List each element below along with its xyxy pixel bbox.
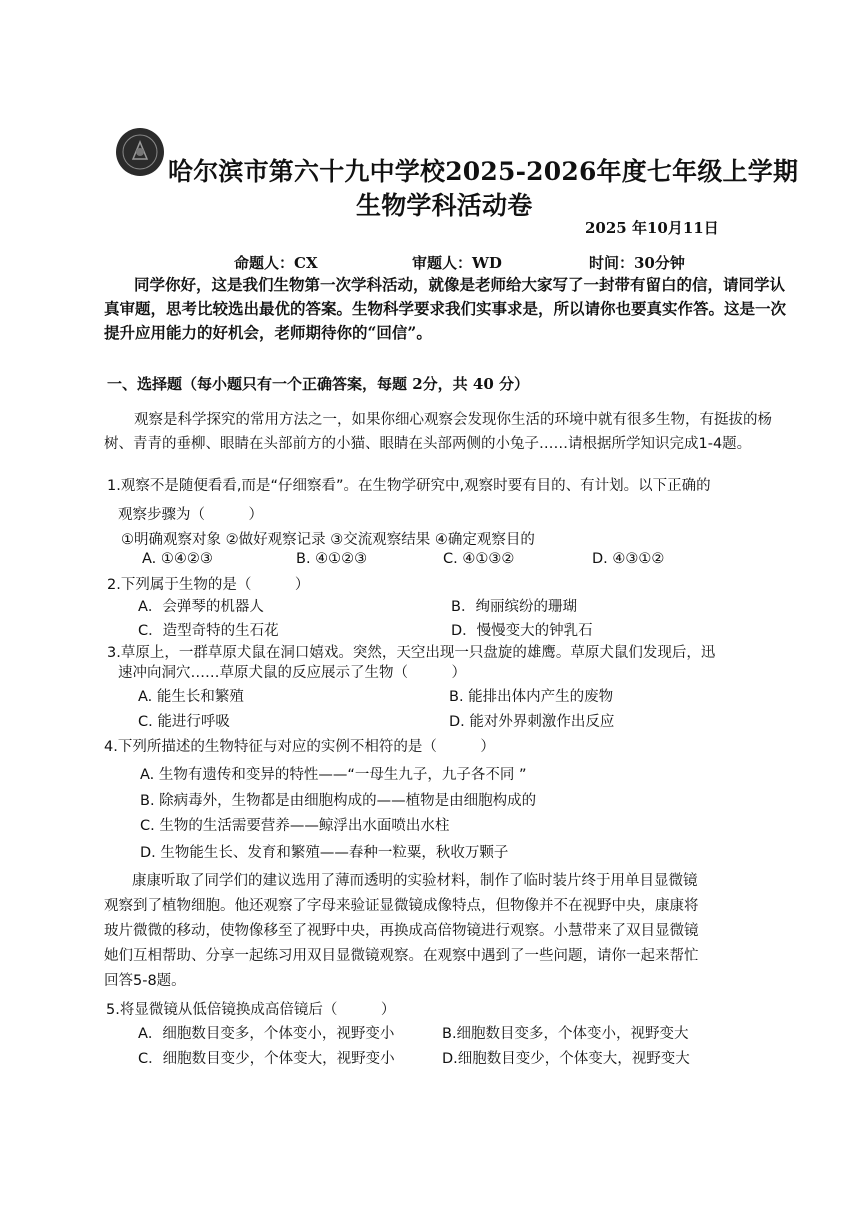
passage-observation: 观察是科学探究的常用方法之一，如果你细心观察会发现你生活的环境中就有很多生物，有挺拔的杨树、青青的垂柳、眼睛在头部前方的小猫、眼睛在头部两侧的小兔子……请根据所学知识完成1-4题。: [104, 412, 772, 452]
question-3-stem-line2: 速冲向洞穴……草原犬鼠的反应展示了生物（ ）: [118, 665, 466, 681]
exam-author: 命题人：CX: [234, 254, 318, 272]
passage-microscope-line2: 观察到了植物细胞。他还观察了字母来验证显微镜成像特点，但物像并不在视野中央，康康将: [104, 898, 699, 914]
exam-title-line2: 生物学科活动卷: [356, 191, 533, 220]
exam-time: 时间：30分钟: [589, 254, 685, 272]
section-heading: 一、选择题（每小题只有一个正确答案，每题 2分，共 40 分）: [107, 375, 529, 393]
question-5-option-b[interactable]: B.细胞数目变多，个体变小，视野变大: [442, 1026, 689, 1042]
passage-microscope-line4: 她们互相帮助、分享一起练习用双目显微镜观察。在观察中遇到了一些问题，请你一起来帮忙: [104, 948, 699, 964]
passage-microscope-line3: 玻片微微的移动，使物像移至了视野中央，再换成高倍物镜进行观察。小慧带来了双目显微镜: [104, 923, 699, 939]
school-logo-icon: [116, 128, 164, 176]
question-2-stem: 2.下列属于生物的是（ ）: [107, 577, 310, 593]
question-3-option-b[interactable]: B. 能排出体内产生的废物: [449, 689, 614, 705]
question-5-option-c[interactable]: C．细胞数目变少，个体变大，视野变小: [138, 1051, 395, 1067]
question-3-option-d[interactable]: D. 能对外界刺激作出反应: [449, 714, 615, 730]
question-1-option-d[interactable]: D. ④③①②: [592, 551, 665, 567]
question-3-stem: 3.草原上，一群草原犬鼠在洞口嬉戏。突然，天空出现一只盘旋的雄鹰。草原犬鼠们发现后，迅: [107, 645, 716, 661]
question-4-option-a[interactable]: A. 生物有遗传和变异的特性——“一母生九子，九子各不同 ”: [140, 767, 527, 783]
question-1-stem-line2: 观察步骤为（ ）: [118, 507, 263, 523]
passage-microscope-line5: 回答5-8题。: [104, 973, 186, 989]
question-1-option-c[interactable]: C. ④①③②: [443, 551, 515, 567]
question-4-option-c[interactable]: C. 生物的生活需要营养——鲸浮出水面喷出水柱: [140, 818, 450, 834]
question-4-option-d[interactable]: D. 生物能生长、发育和繁殖——春种一粒粟，秋收万颗子: [140, 845, 509, 861]
question-1-option-a[interactable]: A. ①④②③: [142, 551, 213, 567]
question-1-steps: ①明确观察对象 ②做好观察记录 ③交流观察结果 ④确定观察目的: [121, 532, 535, 548]
question-1-option-b[interactable]: B. ④①②③: [296, 551, 368, 567]
question-2-option-a[interactable]: A．会弹琴的机器人: [138, 599, 264, 615]
exam-title-line1: 哈尔滨市第六十九中学校2025-2026年度七年级上学期: [168, 157, 799, 186]
question-5-option-a[interactable]: A．细胞数目变多，个体变小，视野变小: [138, 1026, 395, 1042]
question-4-option-b[interactable]: B. 除病毒外，生物都是由细胞构成的——植物是由细胞构成的: [140, 793, 537, 809]
question-2-option-b[interactable]: B．绚丽缤纷的珊瑚: [451, 599, 577, 615]
question-5-option-d[interactable]: D.细胞数目变少，个体变大，视野变大: [442, 1051, 690, 1067]
exam-date: 2025 年10月11日: [585, 219, 719, 237]
question-2-option-c[interactable]: C．造型奇特的生石花: [138, 623, 279, 639]
intro-paragraph: 同学你好，这是我们生物第一次学科活动，就像是老师给大家写了一封带有留白的信，请同学认真审题，思考比较选出最优的答案。生物科学要求我们实事求是，所以请你也要真实作答。这是一次提升应用能力的好机会，老师期待你的“回信”。: [104, 275, 787, 342]
question-3-option-a[interactable]: A. 能生长和繁殖: [138, 689, 244, 705]
question-5-stem: 5.将显微镜从低倍镜换成高倍镜后（ ）: [106, 1002, 396, 1018]
exam-reviewer: 审题人：WD: [412, 254, 502, 272]
question-3-option-c[interactable]: C. 能进行呼吸: [138, 714, 230, 730]
passage-microscope-line1: 康康听取了同学们的建议选用了薄而透明的实验材料，制作了临时装片终于用单目显微镜: [132, 873, 698, 889]
question-2-option-d[interactable]: D．慢慢变大的钟乳石: [451, 623, 593, 639]
question-4-stem: 4.下列所描述的生物特征与对应的实例不相符的是（ ）: [104, 739, 495, 755]
question-1-stem: 1.观察不是随便看看,而是“仔细察看”。在生物学研究中,观察时要有目的、有计划。以下正确的: [107, 478, 711, 494]
